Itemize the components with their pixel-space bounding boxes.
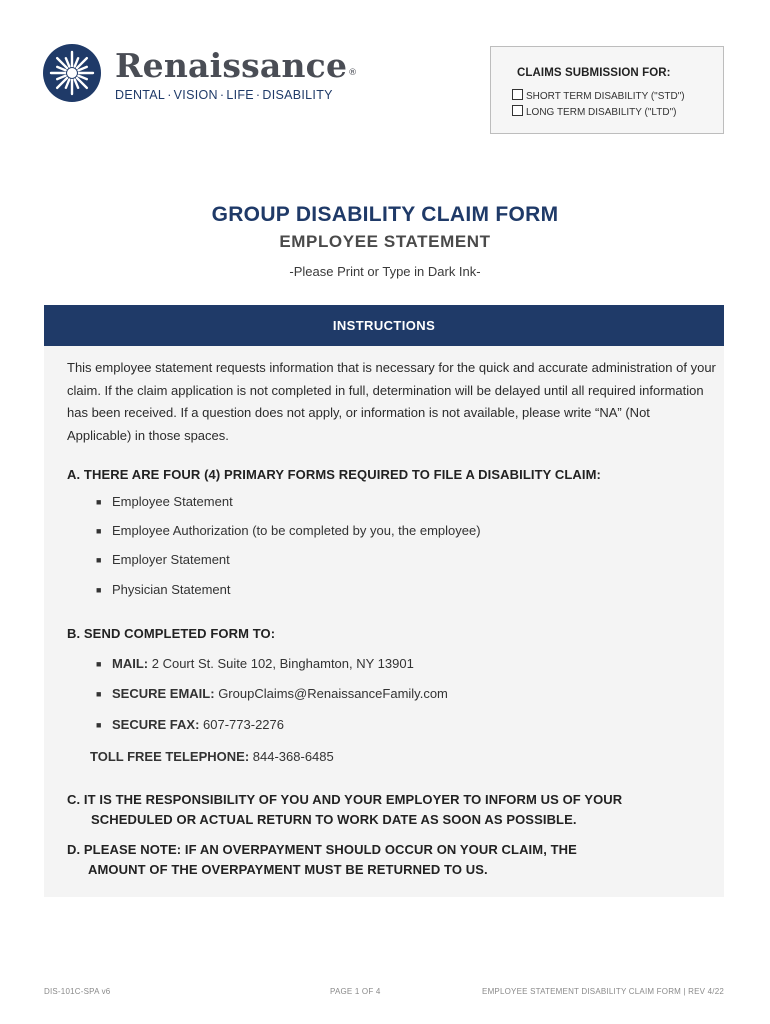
page-number: PAGE 1 OF 4 [330,987,381,996]
list-item: ■ Employee Authorization (to be completed by you, the employee) [96,523,481,538]
section-b-heading: B. SEND COMPLETED FORM TO: [67,626,276,641]
instructions-header: INSTRUCTIONS [44,305,724,346]
mail-address: ■ MAIL: 2 Court St. Suite 102, Binghamton, NY 13901 [96,656,414,671]
company-logo [43,44,358,104]
secure-email: ■ SECURE EMAIL: GroupClaims@RenaissanceFamily.com [96,686,448,701]
bullet-icon: ■ [96,659,102,669]
footer-form-name: EMPLOYEE STATEMENT DISABILITY CLAIM FORM | REV 4/22 [482,987,724,996]
instructions-panel [44,305,724,897]
toll-free-telephone: TOLL FREE TELEPHONE: 844-368-6485 [90,749,334,764]
section-c-line-2: SCHEDULED OR ACTUAL RETURN TO WORK DATE AS SOON AS POSSIBLE. [91,812,577,827]
std-option[interactable]: SHORT TERM DISABILITY ("STD") [512,89,685,102]
std-checkbox[interactable] [512,89,523,100]
form-subtitle: EMPLOYEE STATEMENT [279,232,491,251]
form-title: GROUP DISABILITY CLAIM FORM [211,203,559,226]
list-item: ■ Employee Statement [96,494,233,509]
claims-box-title: CLAIMS SUBMISSION FOR: [517,67,671,79]
list-item: ■ Physician Statement [96,582,231,597]
section-d-line-2: AMOUNT OF THE OVERPAYMENT MUST BE RETURNED TO US. [88,862,488,877]
section-c-line-1: C. IT IS THE RESPONSIBILITY OF YOU AND YOUR EMPLOYER TO INFORM US OF YOUR [67,792,623,807]
bullet-icon: ■ [96,585,102,595]
logo-tagline: DENTAL · VISION · LIFE · DISABILITY [115,88,333,102]
secure-fax: ■ SECURE FAX: 607-773-2276 [96,717,284,732]
bullet-icon: ■ [96,497,102,507]
bullet-icon: ■ [96,555,102,565]
claims-submission-box [490,46,724,134]
bullet-icon: ■ [96,526,102,536]
section-a-heading: A. THERE ARE FOUR (4) PRIMARY FORMS REQUIRED TO FILE A DISABILITY CLAIM: [67,467,601,482]
instructions-intro: This employee statement requests information that is necessary for the quick and accurate administration of your claim. If the claim application is not completed in full, determination will be delayed until all required information has been received. If a question does not apply, or information is not available, please write “NA” (Not Applicable) in those spaces. [67,360,716,443]
list-item: ■ Employer Statement [96,552,230,567]
form-code: DIS-101C-SPA v6 [44,987,111,996]
starburst-logo-icon [43,44,101,102]
ltd-checkbox[interactable] [512,105,523,116]
print-note: -Please Print or Type in Dark Ink- [289,264,481,279]
ltd-option[interactable]: LONG TERM DISABILITY ("LTD") [512,105,676,118]
bullet-icon: ■ [96,720,102,730]
bullet-icon: ■ [96,689,102,699]
logo-wordmark: Renaissance® [115,46,358,85]
section-d-line-1: D. PLEASE NOTE: IF AN OVERPAYMENT SHOULD OCCUR ON YOUR CLAIM, THE [67,842,577,857]
